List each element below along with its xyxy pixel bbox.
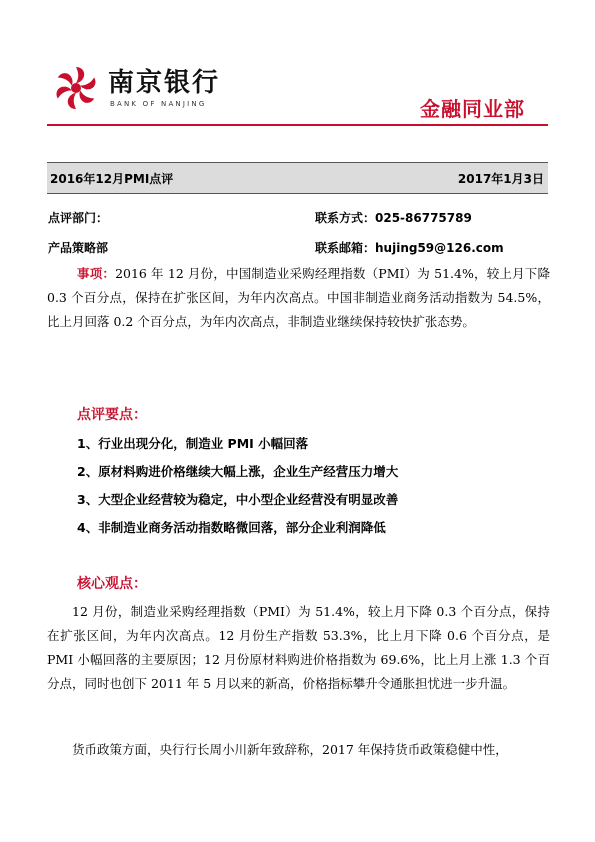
bank-flower-logo-icon (52, 64, 100, 112)
key-point-item: 1、行业出现分化，制造业 PMI 小幅回落 (77, 436, 309, 451)
dept-label: 点评部门： (48, 211, 109, 225)
dept-value: 产品策略部 (48, 241, 109, 255)
bank-name-en: BANK OF NANJING (110, 100, 207, 108)
report-date: 2017年1月3日 (457, 172, 544, 186)
core-views-paragraph-1: 12 月份，制造业采购经理指数（PMI）为 51.4%，较上月下降 0.3 个百分点，保持在扩张区间，为年内次高点。12 月份生产指数 53.3%，比上月下降 0.6 个百分点，是 PMI 小幅回落的主要原因；12 月份原材料购进价格指数为 69.6%，比上月上涨 1.3 个百分点，同时也创下 2011 年 5 月以来的新高，价格指标攀升令通胀担忧进一步升温。 (47, 604, 550, 691)
core-views-heading: 核心观点： (77, 576, 147, 592)
event-text: 2016 年 12 月份，中国制造业采购经理指数（PMI）为 51.4%，较上月下降 0.3 个百分点，保持在扩张区间，为年内次高点。中国非制造业商务活动指数为 54.5%，比上月回落 0.2 个百分点，为年内次高点，非制造业继续保持较快扩张态势。 (47, 266, 550, 329)
report-title-bar (47, 162, 548, 194)
key-point-item: 4、非制造业商务活动指数略微回落，部分企业利润降低 (77, 520, 386, 535)
key-point-item: 2、原材料购进价格继续大幅上涨，企业生产经营压力增大 (77, 464, 399, 479)
key-point-item: 3、大型企业经营较为稳定，中小型企业经营没有明显改善 (77, 492, 399, 507)
key-points-heading: 点评要点： (77, 407, 147, 423)
contact-email: 联系邮箱：hujing59@126.com (315, 241, 504, 255)
report-title: 2016年12月PMI点评 (50, 172, 174, 186)
header-divider (47, 124, 548, 126)
core-views-paragraph-2: 货币政策方面，央行行长周小川新年致辞称，2017 年保持货币政策稳健中性， (72, 742, 508, 757)
contact-phone: 联系方式：025-86775789 (315, 211, 472, 225)
bank-logo (52, 64, 227, 116)
department-title: 金融同业部 (420, 97, 525, 121)
bank-name-cn: 南京银行 (108, 68, 221, 98)
event-paragraph (47, 262, 550, 334)
event-label: 事项： (77, 266, 116, 281)
